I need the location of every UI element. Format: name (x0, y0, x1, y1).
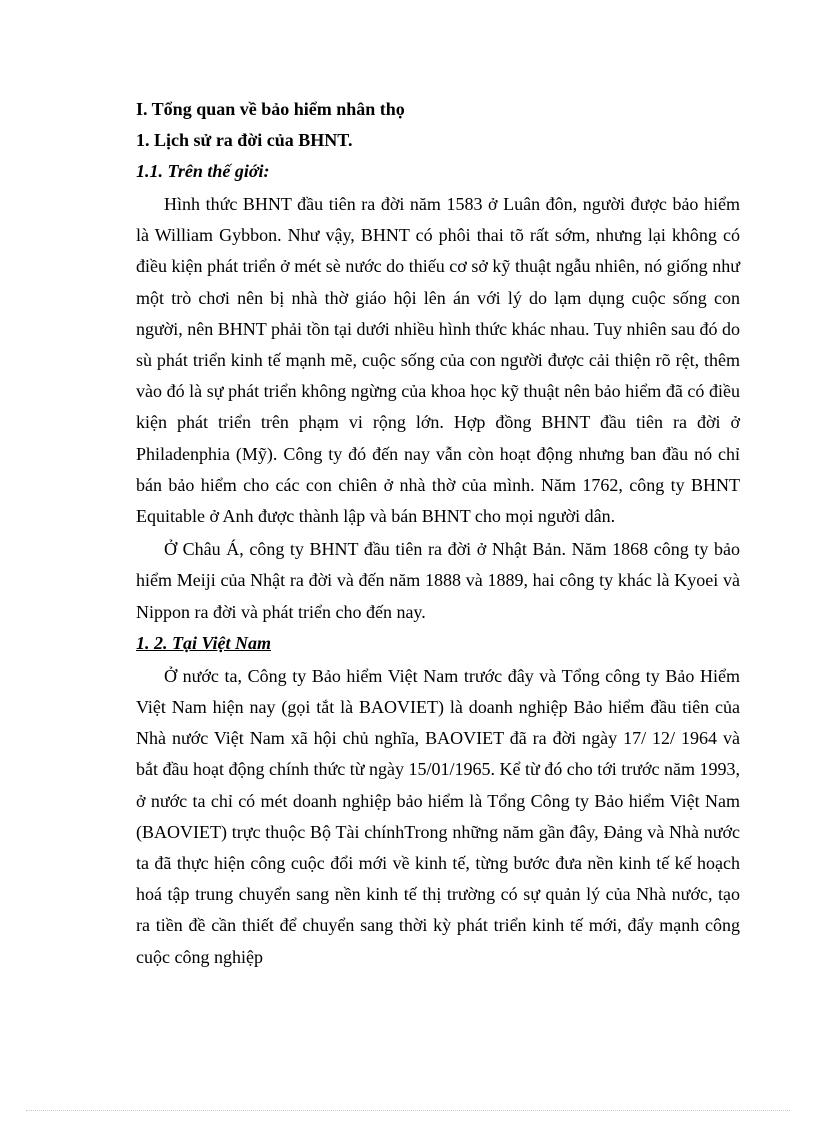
paragraph-asia-history: Ở Châu Á, công ty BHNT đầu tiên ra đời ở Nhật Bản. Năm 1868 công ty bảo hiểm Meiji của Nhật ra đời và đến năm 1888 và 1889, hai công ty khác là Kyoei và Nippon ra đời và phát triển cho đến nay. (136, 539, 740, 622)
document-body (136, 94, 740, 973)
page-bottom-divider (26, 1110, 790, 1111)
section-heading-1: I. Tổng quan về bảo hiểm nhân thọ (136, 99, 405, 119)
section-heading-4 (136, 628, 740, 659)
section-heading-2: 1. Lịch sử ra đời của BHNT. (136, 130, 353, 150)
paragraph-world-history: Hình thức BHNT đầu tiên ra đời năm 1583 ở Luân đôn, người được bảo hiểm là William Gybbon. Như vậy, BHNT có phôi thai tõ rất sớm, nhưng lại không có điều kiện phát triển ở mét sè nước do thiếu cơ sở kỹ thuật ngẫu nhiên, nó giống như một trò chơi nên bị nhà thờ giáo hội lên án với lý do lạm dụng cuộc sống con người, nên BHNT phải tồn tại dưới nhiều hình thức khác nhau. Tuy nhiên sau đó do sù phát triển kinh tế mạnh mẽ, cuộc sống của con người được cải thiện rõ rệt, thêm vào đó là sự phát triển không ngừng của khoa học kỹ thuật nên bảo hiểm đã có điều kiện phát triển trên phạm vi rộng lớn. Hợp đồng BHNT đầu tiên ra đời ở Philadenphia (Mỹ). Công ty đó đến nay vẫn còn hoạt động nhưng ban đầu nó chỉ bán bảo hiểm cho các con chiên ở nhà thờ của mình. Năm 1762, công ty BHNT Equitable ở Anh được thành lập và bán BHNT cho mọi người dân. (136, 194, 740, 527)
section-heading-3: 1.1. Trên thế giới: (136, 161, 270, 181)
paragraph-vietnam-history: Ở nước ta, Công ty Bảo hiểm Việt Nam trước đây và Tổng công ty Bảo Hiểm Việt Nam hiện nay (gọi tắt là BAOVIET) là doanh nghiệp Bảo hiểm đầu tiên của Nhà nước Việt Nam xã hội chủ nghĩa, BAOVIET đã ra đời ngày 17/ 12/ 1964 và bắt đầu hoạt động chính thức từ ngày 15/01/1965. Kể từ đó cho tới trước năm 1993, ở nước ta chỉ có mét doanh nghiệp bảo hiểm là Tổng Công ty Bảo hiểm Việt Nam (BAOVIET) trực thuộc Bộ Tài chínhTrong những năm gần đây, Đảng và Nhà nước ta đã thực hiện công cuộc đổi mới về kinh tế, từng bước đưa nền kinh tế kế hoạch hoá tập trung chuyển sang nền kinh tế thị trường có sự quản lý của Nhà nước, tạo ra tiền đề cần thiết để chuyển sang thời kỳ phát triển kinh tế mới, đẩy mạnh công cuộc công nghiệp (136, 665, 740, 967)
section-heading-4-text: 1. 2. Tại Việt Nam (136, 632, 271, 653)
